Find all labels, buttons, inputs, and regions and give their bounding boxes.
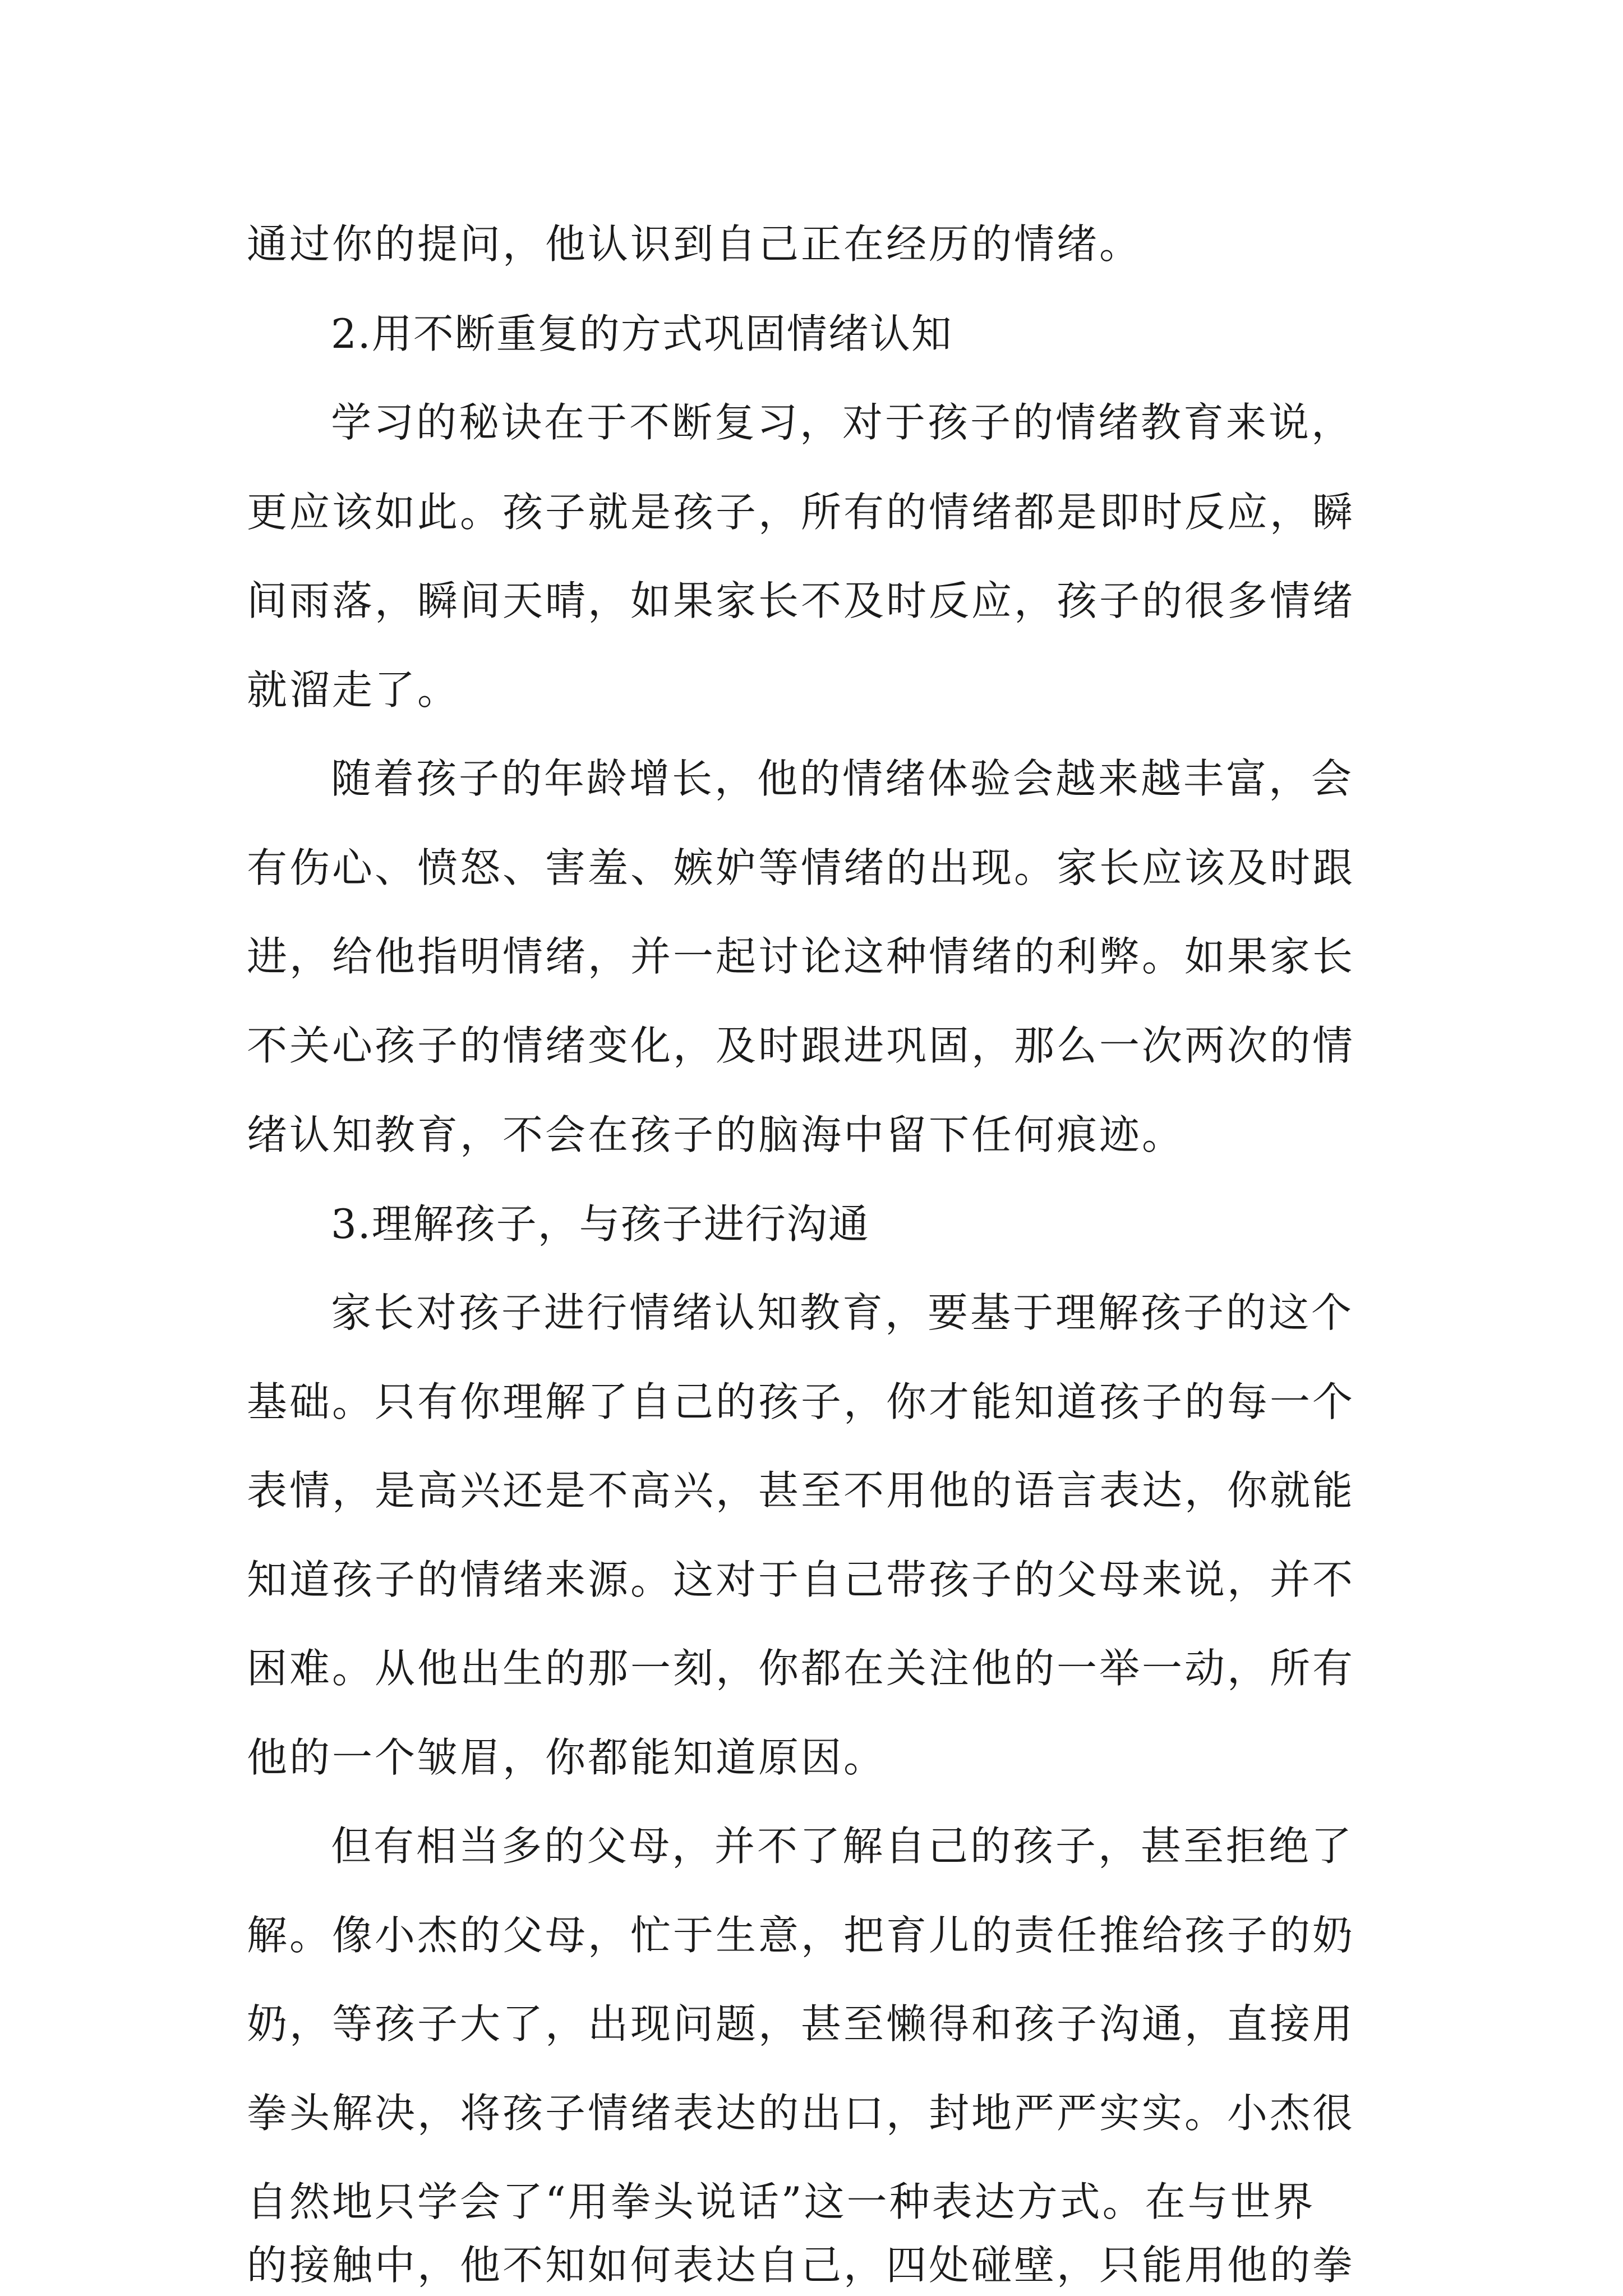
text-line: 更应该如此。孩子就是孩子，所有的情绪都是即时反应，瞬 (247, 489, 1355, 536)
text-line: 有伤心、愤怒、害羞、嫉妒等情绪的出现。家长应该及时跟 (247, 844, 1355, 891)
text-line: 但有相当多的父母，并不了解自己的孩子，甚至拒绝了 (331, 1823, 1354, 1870)
text-line: 奶，等孩子大了，出现问题，甚至懒得和孩子沟通，直接用 (247, 2000, 1355, 2047)
text-line: 随着孩子的年龄增长，他的情绪体验会越来越丰富，会 (331, 755, 1354, 802)
section-heading: 3.理解孩子，与孩子进行沟通 (331, 1200, 870, 1248)
text-line: 不关心孩子的情绪变化，及时跟进巩固，那么一次两次的情 (247, 1022, 1355, 1069)
section-heading: 2.用不断重复的方式巩固情绪认知 (331, 310, 953, 357)
text-line: 困难。从他出生的那一刻，你都在关注他的一举一动，所有 (247, 1645, 1355, 1692)
text-line: 基础。只有你理解了自己的孩子，你才能知道孩子的每一个 (247, 1378, 1355, 1425)
text-line: 表情，是高兴还是不高兴，甚至不用他的语言表达，你就能 (247, 1467, 1355, 1514)
text-line: 学习的秘诀在于不断复习，对于孩子的情绪教育来说， (331, 399, 1354, 446)
text-line: 他的一个皱眉，你都能知道原因。 (247, 1734, 887, 1781)
text-line: 解。像小杰的父母，忙于生意，把育儿的责任推给孩子的奶 (247, 1912, 1355, 1959)
text-line: 绪认知教育，不会在孩子的脑海中留下任何痕迹。 (247, 1111, 1185, 1158)
text-line: 进，给他指明情绪，并一起讨论这种情绪的利弊。如果家长 (247, 933, 1355, 980)
text-line: 的接触中，他不知如何表达自己，四处碰壁，只能用他的拳 (247, 2242, 1355, 2289)
text-line: 自然地只学会了“用拳头说话”这一种表达方式。在与世界 (247, 2178, 1316, 2225)
text-line: 通过你的提问，他认识到自己正在经历的情绪。 (247, 220, 1142, 268)
text-line: 间雨落，瞬间天晴，如果家长不及时反应，孩子的很多情绪 (247, 577, 1355, 624)
text-line: 拳头解决，将孩子情绪表达的出口，封地严严实实。小杰很 (247, 2090, 1355, 2137)
text-line: 就溜走了。 (247, 666, 460, 714)
text-line: 家长对孩子进行情绪认知教育，要基于理解孩子的这个 (331, 1289, 1354, 1336)
text-line: 知道孩子的情绪来源。这对于自己带孩子的父母来说，并不 (247, 1556, 1355, 1603)
